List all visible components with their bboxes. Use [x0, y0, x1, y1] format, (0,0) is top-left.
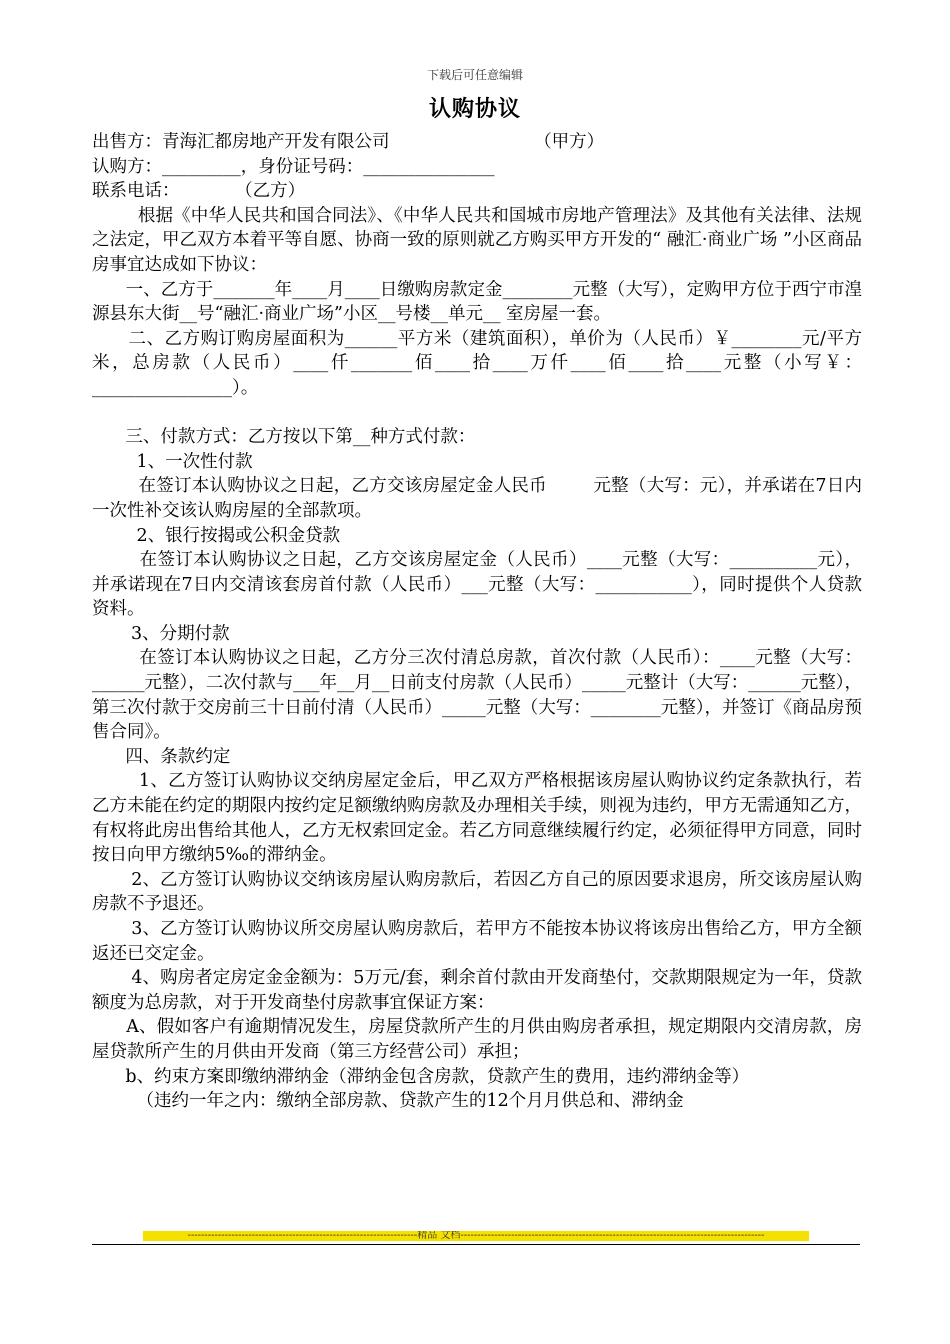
- term-1: 1、乙方签订认购协议交纳房屋定金后，甲乙双方严格根据该房屋认购协议约定条款执行，若乙方未能在约定的期限内按约定足额缴纳购房款及办理相关手续，则视为违约，甲方无需通知乙方，有权将此房出售给其他人，乙方无权索回定金。若乙方同意继续履行约定，必须征得甲方同意，同时按日向甲方缴纳5‰的滞纳金。: [92, 771, 862, 866]
- document-title: 认购协议: [428, 96, 521, 122]
- clause-3-heading: 三、付款方式：乙方按以下第__种方式付款：: [92, 427, 476, 448]
- payment-option-1-text: 在签订本认购协议之日起，乙方交该房屋定金人民币 元整（大写：元），并承诺在7日内一次性补交该认购房屋的全部款项。: [92, 476, 862, 521]
- header-note: 下载后可任意编辑: [426, 68, 523, 82]
- payment-option-2-text: 在签订本认购协议之日起，乙方交该房屋定金（人民币）____元整（大写：__________元），并承诺现在7日内交清该套房首付款（人民币）___元整（大写：___________），同时提供个人贷款资料。: [92, 550, 862, 620]
- footer-banner: --------------------------------------------------------------------精品 文档------------------------------------------------------------------------------------------: [143, 1231, 809, 1241]
- term-4-b: b、约束方案即缴纳滞纳金（滞纳金包含房款，贷款产生的费用，违约滞纳金等）: [92, 1066, 750, 1087]
- term-4: 4、购房者定房定金金额为：5万元/套，剩余首付款由开发商垫付，交款期限规定为一年，贷款额度为总房款，对于开发商垫付房款事宜保证方案：: [92, 968, 862, 1013]
- clause-4-heading: 四、条款约定: [92, 746, 231, 767]
- clause-1: 一、乙方于_______年____月____日缴购房款定金________元整（大写），定购甲方位于西宁市湟源县东大街__号“融汇·商业广场”小区__号楼__单元__ 室房屋一套。: [92, 279, 862, 325]
- payment-option-1-heading: 1、一次性付款: [92, 451, 253, 472]
- term-3: 3、乙方签订认购协议所交房屋认购房款后，若甲方不能按本协议将该房出售给乙方，甲方全额返还已交定金。: [92, 919, 862, 964]
- term-4-a: A、假如客户有逾期情况发生，房屋贷款所产生的月供由购房者承担，规定期限内交清房款，房屋贷款所产生的月供由开发商（第三方经营公司）承担；: [92, 1017, 862, 1062]
- payment-option-2-heading: 2、银行按揭或公积金贷款: [92, 525, 341, 546]
- payment-option-3-text: 在签订本认购协议之日起，乙方分三次付清总房款，首次付款（人民币）：____元整（大写：______元整），二次付款与___年__月__日前支付房款（人民币）_____元整计（大写：______元整），第三次付款于交房前三十日前付清（人民币）_____元整（大写：________元整），并签订《商品房预售合同》。: [92, 648, 862, 743]
- term-4-b-detail: （违约一年之内：缴纳全部房款、贷款产生的12个月月供总和、滞纳金: [92, 1091, 684, 1112]
- buyer-line: 认购方：_________，身份证号码：_______________: [92, 156, 495, 177]
- term-2: 2、乙方签订认购协议交纳该房屋认购房款后，若因乙方自己的原因要求退房，所交该房屋认购房款不予退还。: [92, 869, 862, 915]
- clause-2: 二、乙方购订购房屋面积为______平方米（建筑面积），单价为（人民币）￥________元/平方米，总房款（人民币）____仟_______佰____拾____万仟____佰____拾____元整（小写￥：________________）。: [92, 328, 862, 398]
- footer-divider: [92, 1244, 860, 1245]
- payment-option-3-heading: 3、分期付款: [92, 623, 230, 644]
- phone-line: 联系电话： （乙方）: [92, 181, 306, 202]
- document-body: [92, 130, 862, 1114]
- seller-line: 出售方：青海汇都房地产开发有限公司 （甲方）: [92, 132, 605, 152]
- preamble-paragraph: 根据《中华人民共和国合同法》、《中华人民共和国城市房地产管理法》及其他有关法律、法规之法定，甲乙双方本着平等自愿、协商一致的原则就乙方购买甲方开发的“ 融汇·商业广场 ”小区商品房事宜达成如下协议：: [92, 205, 862, 275]
